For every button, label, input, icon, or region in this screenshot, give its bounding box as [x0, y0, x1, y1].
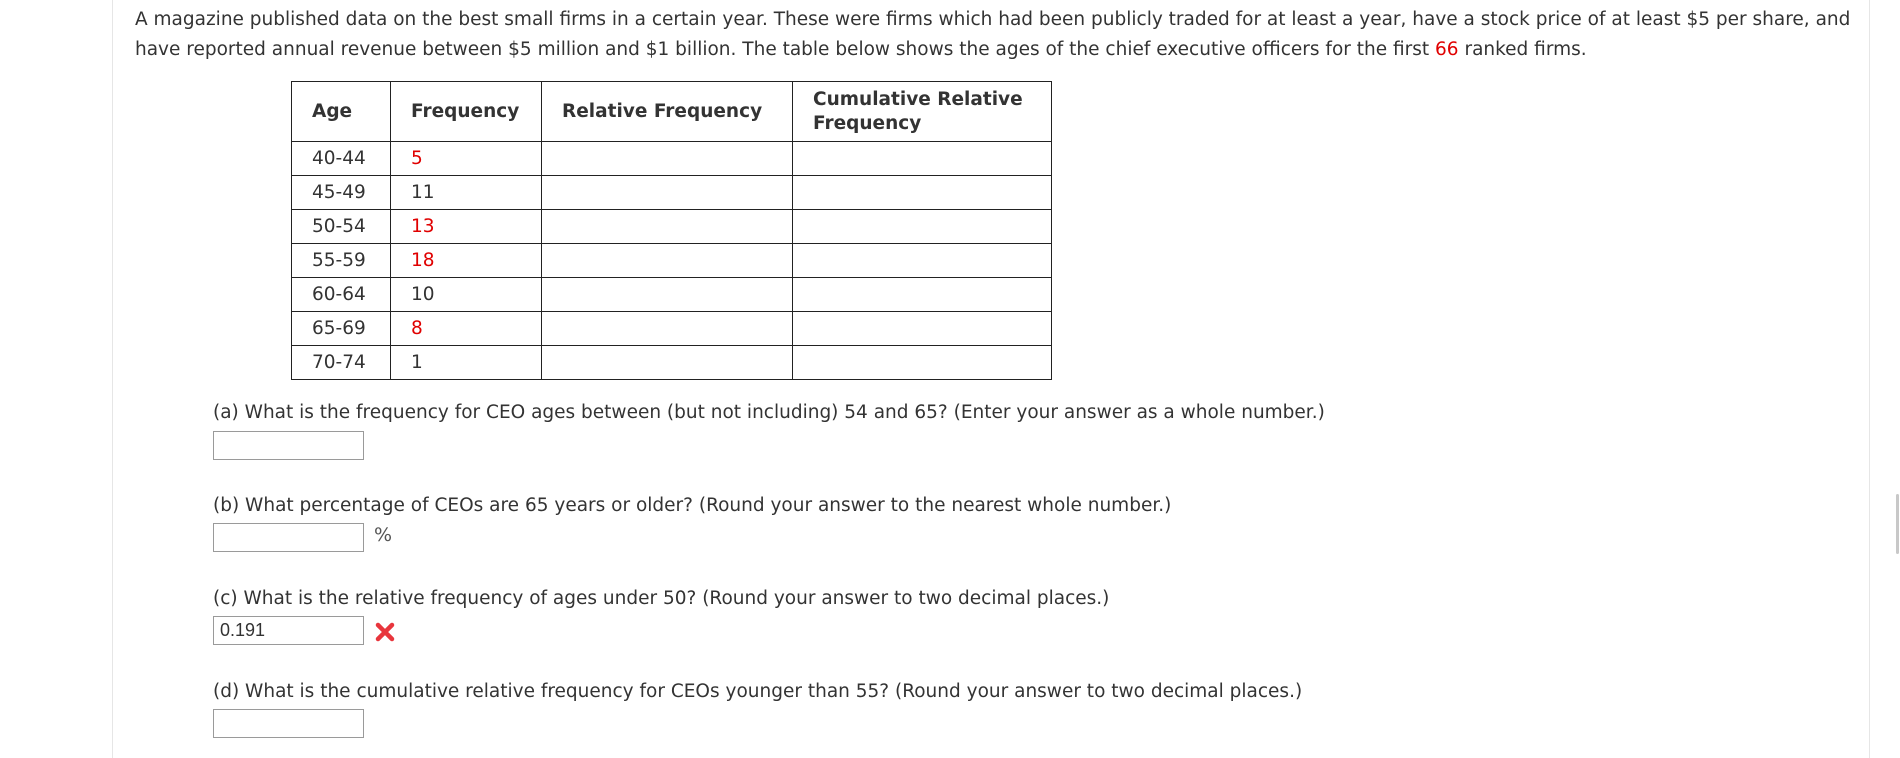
answer-b-input[interactable]	[213, 523, 364, 552]
header-frequency: Frequency	[391, 82, 542, 142]
relative-frequency-cell	[542, 312, 793, 346]
problem-intro-end: ranked firms.	[1458, 39, 1587, 60]
problem-statement	[135, 5, 1855, 65]
header-relative-frequency: Relative Frequency	[542, 82, 793, 142]
content-right-border	[1869, 0, 1870, 758]
frequency-cell: 11	[391, 176, 542, 210]
table-row	[292, 142, 1052, 176]
table-row	[292, 346, 1052, 380]
highlighted-firm-count: 66	[1435, 39, 1459, 60]
table-row	[292, 176, 1052, 210]
question-c-text: (c) What is the relative frequency of ages under 50? (Round your answer to two decimal places.)	[213, 588, 1110, 609]
frequency-cell: 5	[391, 142, 542, 176]
answer-d-input[interactable]	[213, 709, 364, 738]
age-cell: 60-64	[292, 278, 391, 312]
question-b-text: (b) What percentage of CEOs are 65 years or older? (Round your answer to the nearest whole number.)	[213, 495, 1172, 516]
age-cell: 40-44	[292, 142, 391, 176]
answer-a-input[interactable]	[213, 431, 364, 460]
ceo-age-frequency-table	[291, 81, 1052, 380]
age-cell: 50-54	[292, 210, 391, 244]
relative-frequency-cell	[542, 176, 793, 210]
table-header-row	[292, 82, 1052, 142]
header-age: Age	[292, 82, 391, 142]
cumulative-relative-frequency-cell	[793, 244, 1052, 278]
age-cell: 70-74	[292, 346, 391, 380]
scrollbar-thumb[interactable]	[1896, 494, 1899, 554]
frequency-cell: 18	[391, 244, 542, 278]
frequency-cell: 10	[391, 278, 542, 312]
frequency-cell: 1	[391, 346, 542, 380]
cumulative-relative-frequency-cell	[793, 210, 1052, 244]
problem-intro-text: A magazine published data on the best small firms in a certain year. These were firms which had been publicly traded for at least a year, have a stock price of at least $5 per share, and have reported annual revenue between $5 million and $1 billion. The table below shows the ages of the chief executive officers for the first	[135, 9, 1851, 60]
answer-c-input[interactable]	[213, 616, 364, 645]
cumulative-relative-frequency-cell	[793, 142, 1052, 176]
table-row	[292, 278, 1052, 312]
cumulative-relative-frequency-cell	[793, 176, 1052, 210]
relative-frequency-cell	[542, 346, 793, 380]
question-d-text: (d) What is the cumulative relative frequency for CEOs younger than 55? (Round your answer to two decimal places.)	[213, 681, 1303, 702]
table-row	[292, 210, 1052, 244]
table-row	[292, 244, 1052, 278]
relative-frequency-cell	[542, 244, 793, 278]
relative-frequency-cell	[542, 142, 793, 176]
relative-frequency-cell	[542, 210, 793, 244]
cumulative-relative-frequency-cell	[793, 312, 1052, 346]
frequency-cell: 13	[391, 210, 542, 244]
age-cell: 45-49	[292, 176, 391, 210]
age-cell: 65-69	[292, 312, 391, 346]
header-cumulative-relative-frequency: Cumulative Relative Frequency	[793, 82, 1052, 142]
age-cell: 55-59	[292, 244, 391, 278]
table-row	[292, 312, 1052, 346]
question-a-text: (a) What is the frequency for CEO ages between (but not including) 54 and 65? (Enter your answer as a whole number.)	[213, 402, 1325, 423]
relative-frequency-cell	[542, 278, 793, 312]
content-left-border	[112, 0, 113, 758]
incorrect-x-icon	[373, 620, 397, 644]
percent-unit-label: %	[374, 524, 393, 546]
cumulative-relative-frequency-cell	[793, 346, 1052, 380]
cumulative-relative-frequency-cell	[793, 278, 1052, 312]
frequency-cell: 8	[391, 312, 542, 346]
